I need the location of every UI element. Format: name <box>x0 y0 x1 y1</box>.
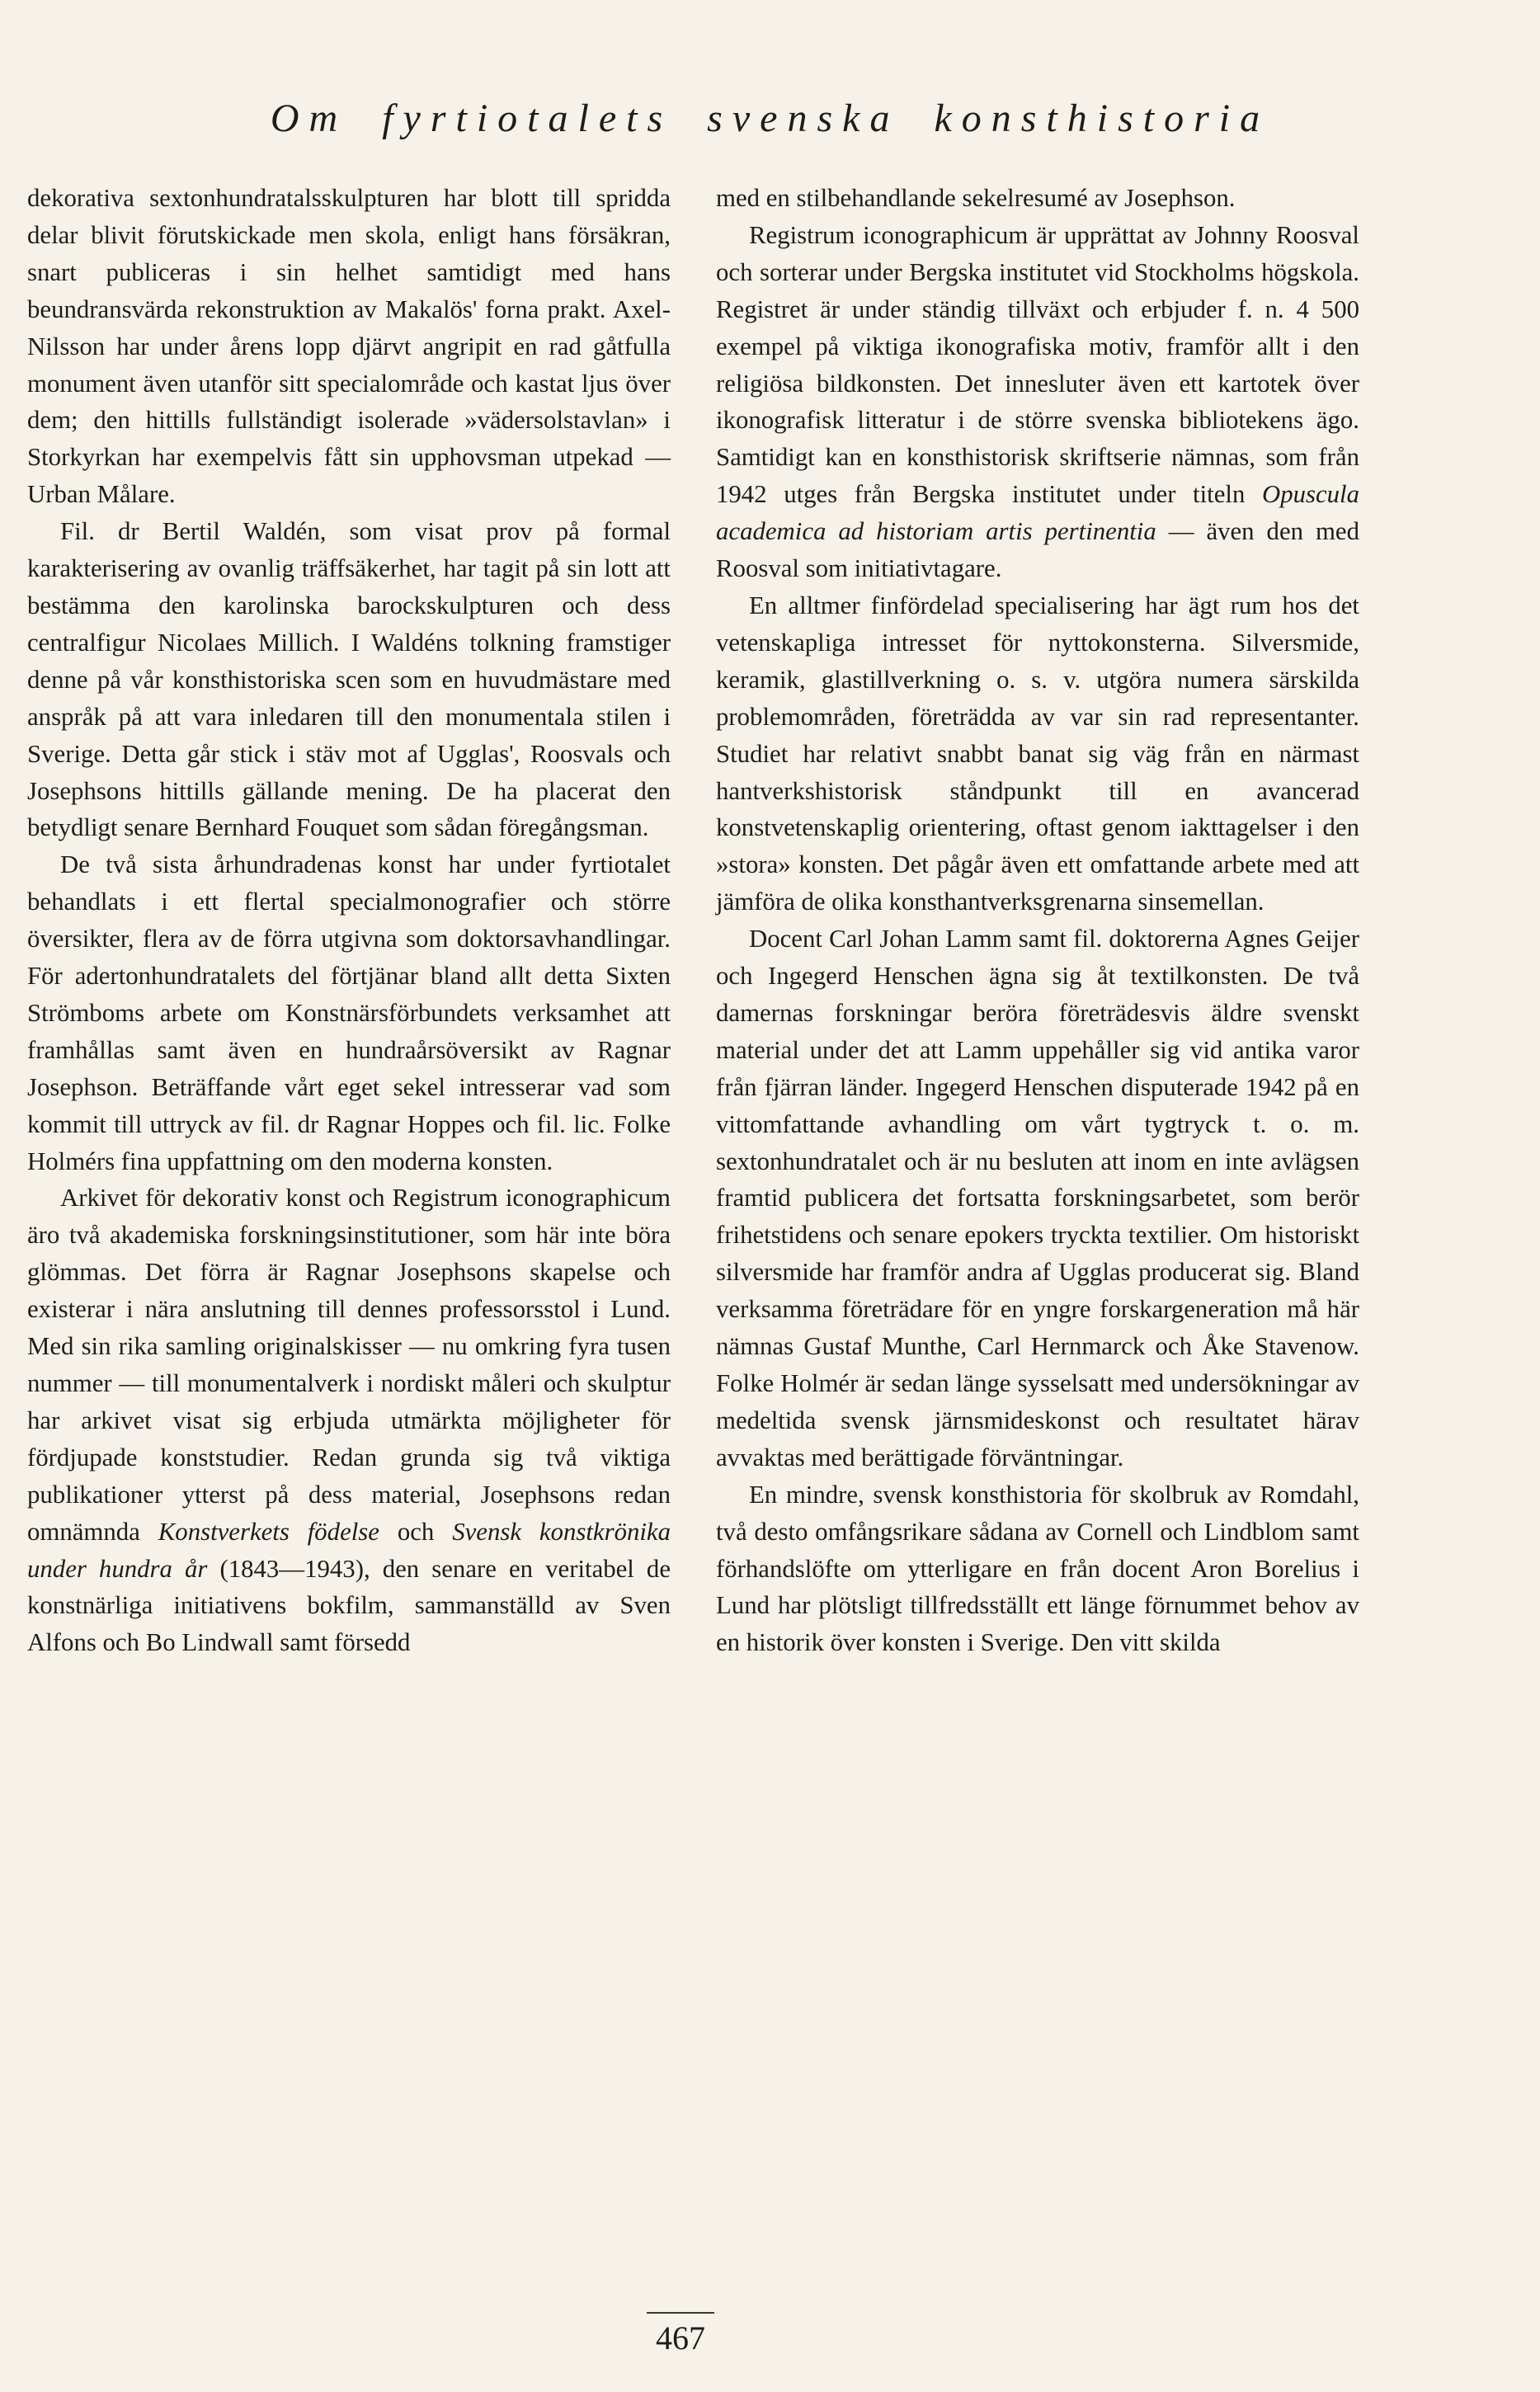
page-number-rule <box>647 2312 714 2314</box>
book-title-svensk-konstkronika: Svensk konstkrönika under hundra år <box>27 1517 671 1583</box>
running-title: Om fyrtiotalets svenska konsthistoria <box>270 97 1270 140</box>
page-number: 467 <box>656 2319 705 2357</box>
left-paragraph-2: Fil. dr Bertil Waldén, som visat prov på formal karakterisering av ovanlig träffsäkerhet, har tagit på sin lott att bestämma den karolinska barockskulpturen och dess centralfigur Nicolaes Millich. I Waldéns tolkning framstiger denne på vår konsthistoriska scen som en huvudmästare med anspråk på att vara inledaren till den monumentala stilen i Sverige. Detta går stick i stäv mot af Ugglas', Roosvals och Josephsons hittills gällande mening. De ha placerat den betydligt senare Bernhard Fouquet som sådan föregångsman. <box>27 517 671 842</box>
right-paragraph-2-text-a: Registrum iconographicum är upprättat av Johnny Roosval och sorterar under Bergska institutet vid Stockholms högskola. Registret är under ständig tillväxt och erbjuder f. n. 4 500 exempel på viktiga ikonografiska motiv, framför allt i den religiösa bildkonsten. Det innesluter även ett kartotek över ikonografisk litteratur i de större svenska bibliotekens ägo. Samtidigt kan en konsthistorisk skriftserie nämnas, som från 1942 utges från Bergska institutet under titeln <box>716 220 1359 509</box>
left-paragraph-4-text-c: (1843—1943), den senare en veritabel de konstnärliga initiativens bokfilm, sammanställd av Sven Alfons och Bo Lindwall samt försedd <box>27 1554 671 1657</box>
right-paragraph-5: En mindre, svensk konsthistoria för skolbruk av Romdahl, två desto omfångsrikare sådana av Cornell och Lindblom samt förhandslöfte om ytterligare en från docent Aron Borelius i Lund har plötsligt tillfredsställt ett länge förnummet behov av en historik över konsten i Sverige. Den vitt skilda <box>716 1480 1359 1657</box>
left-paragraph-4 <box>27 1180 671 1661</box>
right-paragraph-1: med en stilbehandlande sekelresumé av Josephson. <box>716 184 1236 212</box>
right-paragraph-3: En alltmer finfördelad specialisering har ägt rum hos det vetenskapliga intresset för nyttokonsterna. Silversmide, keramik, glastillverkning o. s. v. utgöra numera särskilda problemområden, företrädda av var sin rad representanter. Studiet har relativt snabbt banat sig väg från en närmast hantverkshistorisk ståndpunkt till en avancerad konstvetenskaplig orientering, oftast genom iakttagelser i den »stora» konsten. Det pågår även ett omfattande arbete med att jämföra de olika konsthantverksgrenarna sinsemellan. <box>716 591 1359 916</box>
right-paragraph-4: Docent Carl Johan Lamm samt fil. doktorerna Agnes Geijer och Ingegerd Henschen ägna sig åt textilkonsten. De två damernas forskningar beröra företrädesvis äldre svenskt material under det att Lamm uppehåller sig vid antika varor från fjärran länder. Ingegerd Henschen disputerade 1942 på en vittomfattande avhandling om vårt tygtryck t. o. m. sextonhundratalet och är nu besluten att inom en inte avlägsen framtid publicera det fortsatta forskningsarbetet, som berör frihetstidens och senare epokers tryckta textilier. Om historiskt silversmide har framför andra af Ugglas producerat sig. Bland verksamma företrädare för en yngre forskargeneration må här nämnas Gustaf Munthe, Carl Hernmarck och Åke Stavenow. Folke Holmér är sedan länge sysselsatt med undersökningar av medeltida svensk järnsmideskonst och resultatet härav avvaktas med berättigade förväntningar. <box>716 925 1359 1471</box>
right-column <box>716 180 1359 1661</box>
book-title-konstverkets-fodelse: Konstverkets födelse <box>158 1517 379 1546</box>
right-paragraph-2 <box>716 217 1359 587</box>
series-title-opuscula: Opuscula academica ad historiam artis pertinentia <box>716 480 1359 546</box>
left-paragraph-1: dekorativa sextonhundratalsskulpturen har blott till spridda delar blivit förutskickade men skola, enligt hans försäkran, snart publiceras i sin helhet samtidigt med hans beundransvärda rekonstruktion av Makalös' forna prakt. Axel-Nilsson har under årens lopp djärvt angripit en rad gåtfulla monument även utanför sitt specialområde och kastat ljus över dem; den hittills fullständigt isolerade »vädersolstavlan» i Storkyrkan har exempelvis fått sin upphovsman utpekad — Urban Målare. <box>27 184 671 509</box>
left-paragraph-3: De två sista århundradenas konst har under fyrtiotalet behandlats i ett flertal specialmonografier och större översikter, flera av de förra utgivna som doktorsavhandlingar. För adertonhundratalets del förtjänar bland allt detta Sixten Strömboms arbete om Konstnärsförbundets verksamhet att framhållas samt även en hundraårsöversikt av Ragnar Josephson. Beträffande vårt eget sekel intresserar vad som kommit till uttryck av fil. dr Ragnar Hoppes och fil. lic. Folke Holmérs fina uppfattning om den moderna konsten. <box>27 850 671 1175</box>
left-paragraph-4-text-a: Arkivet för dekorativ konst och Registrum iconographicum äro två akademiska forskningsinstitutioner, som här inte böra glömmas. Det förra är Ragnar Josephsons skapelse och existerar i nära anslutning till dennes professorsstol i Lund. Med sin rika samling originalskisser — nu omkring fyra tusen nummer — till monumentalverk i nordiskt måleri och skulptur har arkivet visat sig erbjuda utmärkta möjligheter för fördjupade konststudier. Redan grunda sig två viktiga publikationer ytterst på dess material, Josephsons redan omnämnda <box>27 1184 671 1546</box>
left-column <box>27 180 671 1661</box>
right-paragraph-2-text-b: — även den med Roosval som initiativtagare. <box>716 517 1359 583</box>
left-paragraph-4-text-b: och <box>379 1517 453 1546</box>
